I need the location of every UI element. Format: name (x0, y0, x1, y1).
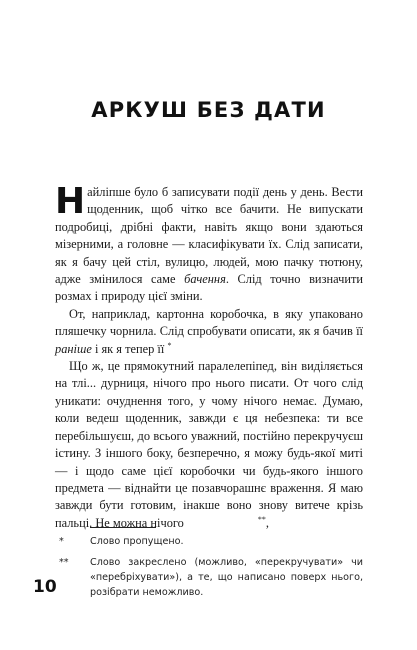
chapter-title: АРКУШ БЕЗ ДАТИ (91, 98, 326, 122)
footnotes (55, 534, 363, 606)
emphasis-bachennia: бачення (184, 272, 226, 287)
footnote-rule (90, 527, 156, 528)
body-text (55, 181, 363, 532)
footnote-ref-1: * (167, 340, 172, 350)
drop-cap: Н (55, 181, 86, 222)
footnote-1-text: Слово пропущено. (90, 536, 184, 547)
paragraph-2-text-a: От, наприклад, картонна коробочка, в яку упаковано пляшечку чорнила. Слід спробувати описати, як я бачив її (55, 306, 363, 339)
paragraph-2-text-b: і як я тепер її (91, 341, 165, 356)
paragraph-1 (55, 181, 363, 306)
footnote-2-text: Слово закреслено (можливо, «перекручувати» чи «перебріхувати»), а те, що написано поверх нього, розібрати неможливо. (90, 557, 363, 598)
footnote-2-mark: ** (59, 557, 69, 568)
paragraph-3-text-a: Що ж, це прямокутний паралелепіпед, він виділяється на тлі... дурниця, нічого про нього писати. От чого слід уникати: очуднення того, у чому нічого немає. Думаю, коли ведеш щоденник, завжди є ця небезпека: ти все перебільшуєш, до всього уважний, постійно перекручуєш істину. З іншого боку, безперечно, я можу будь-якої миті — і щодо саме цієї коробочки чи будь-якого іншого предмета — віднайти це позавчорашнє враження. Я маю завжди бути готовим, інакше воно знову витече крізь пальці. Не можна нічого (55, 359, 363, 530)
footnote-2 (55, 555, 363, 600)
footnote-1-mark: * (59, 536, 64, 547)
footnote-ref-2: ** (257, 514, 266, 524)
paragraph-3-text-b: , (265, 515, 269, 530)
emphasis-ranishe: раніше (55, 341, 92, 356)
paragraph-1-text-a: айліпше було б записувати події день у день. Вести щоденник, щоб чітко все бачити. Не випускати подробиці, дрібні факти, навіть якщо вони здаються мізерними, а головне — класифікувати їх. Слід записати, як я бачу цей стіл, вулицю, людей, мою пачку тютюну, адже змінилося саме (55, 185, 363, 287)
paragraph-3 (55, 358, 363, 532)
page-number: 10 (33, 577, 57, 597)
footnote-1 (55, 534, 363, 549)
paragraph-1-text-b: . Слід точно визначити розмах і природу цієї зміни. (55, 272, 363, 304)
paragraph-2 (55, 306, 363, 358)
